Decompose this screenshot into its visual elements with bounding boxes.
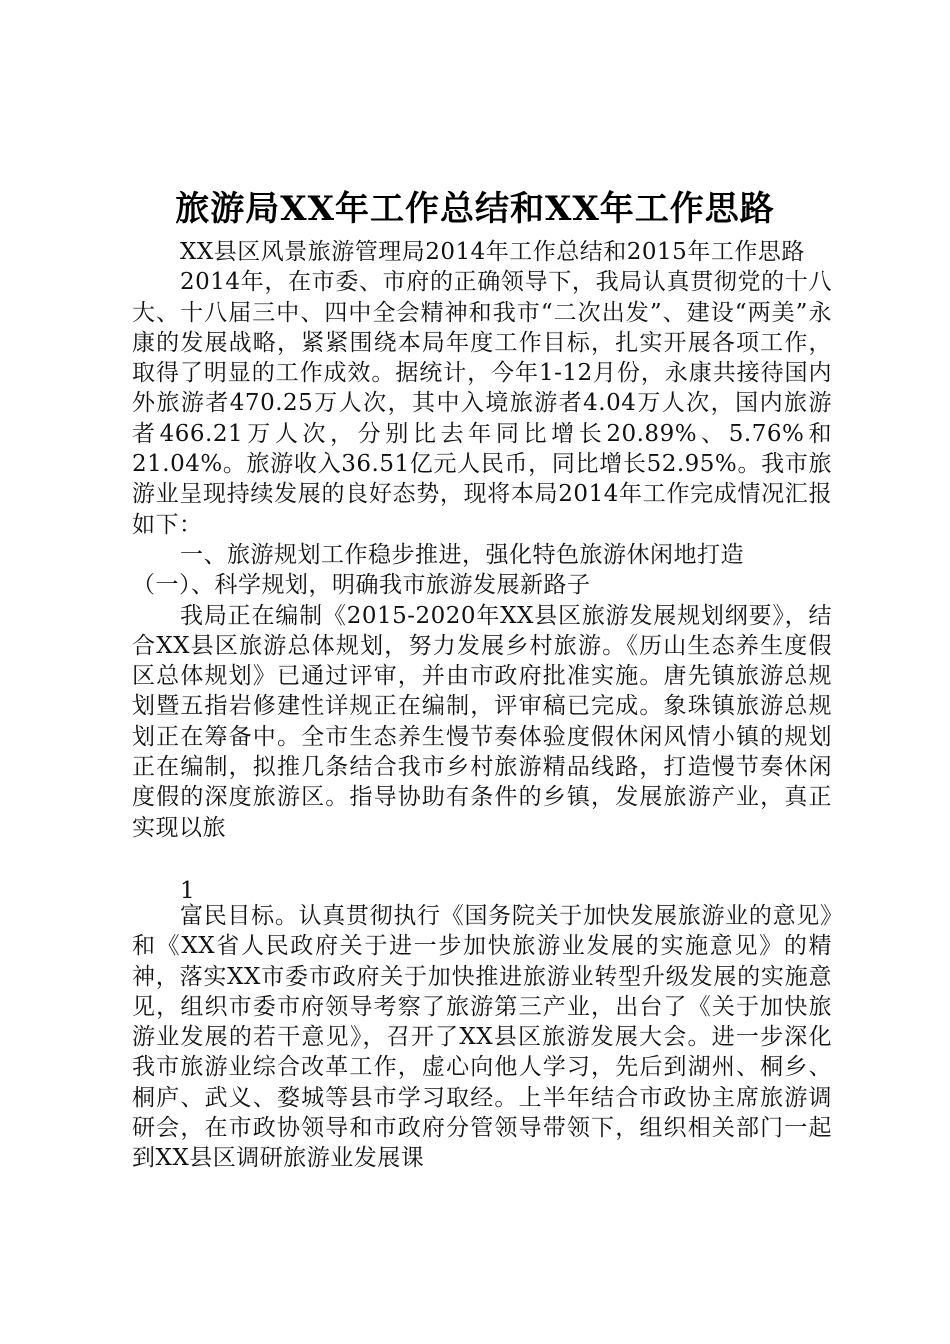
section-heading-1: 一、旅游规划工作稳步推进，强化特色旅游休闲地打造 — [180, 541, 744, 568]
planning-paragraph: 我局正在编制《2015-2020年XX县区旅游发展规划纲要》，结合XX县区旅游总体规划，努力发展乡村旅游。《历山生态养生度假区总体规划》已通过评审，并由市政府批准实施。唐先镇旅游总规划暨五指岩修建性详规正在编制，评审稿已完成。象珠镇旅游总规划正在筹备中。全市生态养生慢节奏体验度假休闲风情小镇的规划正在编制，拟推几条结合我市乡村旅游精品线路，打造慢节奏休闲度假的深度旅游区。指导协助有条件的乡镇，发展旅游产业，真正实现以旅 — [132, 602, 832, 841]
summary-paragraph: 2014年，在市委、市府的正确领导下，我局认真贯彻党的十八大、十八届三中、四中全会精神和我市“二次出发”、建设“两美”永康的发展战略，紧紧围绕本局年度工作目标，扎实开展各项工作，取得了明显的工作成效。据统计，今年1-12月份，永康共接待国内外旅游者470.25万人次，其中入境旅游者4.04万人次，国内旅游者466.21万人次，分别比去年同比增长20.89%、5.76%和21.04%。旅游收入36.51亿元人民币，同比增长52.95%。我市旅游业呈现持续发展的良好态势，现将本局2014年工作完成情况汇报如下： — [132, 269, 832, 538]
body-text-block-2 — [132, 901, 832, 1174]
body-text-block-1 — [132, 237, 832, 843]
subtitle-paragraph: XX县区风景旅游管理局2014年工作总结和2015年工作思路 — [180, 239, 805, 265]
continuation-paragraph: 富民目标。认真贯彻执行《国务院关于加快发展旅游业的意见》和《XX省人民政府关于进一步加快旅游业发展的实施意见》的精神，落实XX市委市政府关于加快推进旅游业转型升级发展的实施意见，组织市委市府领导考察了旅游第三产业，出台了《关于加快旅游业发展的若干意见》，召开了XX县区旅游发展大会。进一步深化我市旅游业综合改革工作，虚心向他人学习，先后到湖州、桐乡、桐庐、武义、婺城等县市学习取经。上半年结合市政协主席旅游调研会，在市政协领导和市政府分管领导带领下，组织相关部门一起到XX县区调研旅游业发展课 — [132, 903, 832, 1172]
subsection-heading-1: （一）、科学规划，明确我市旅游发展新路子 — [132, 572, 591, 599]
document-title: 旅游局XX年工作总结和XX年工作思路 — [175, 189, 775, 229]
page-number: 1 — [180, 878, 195, 904]
